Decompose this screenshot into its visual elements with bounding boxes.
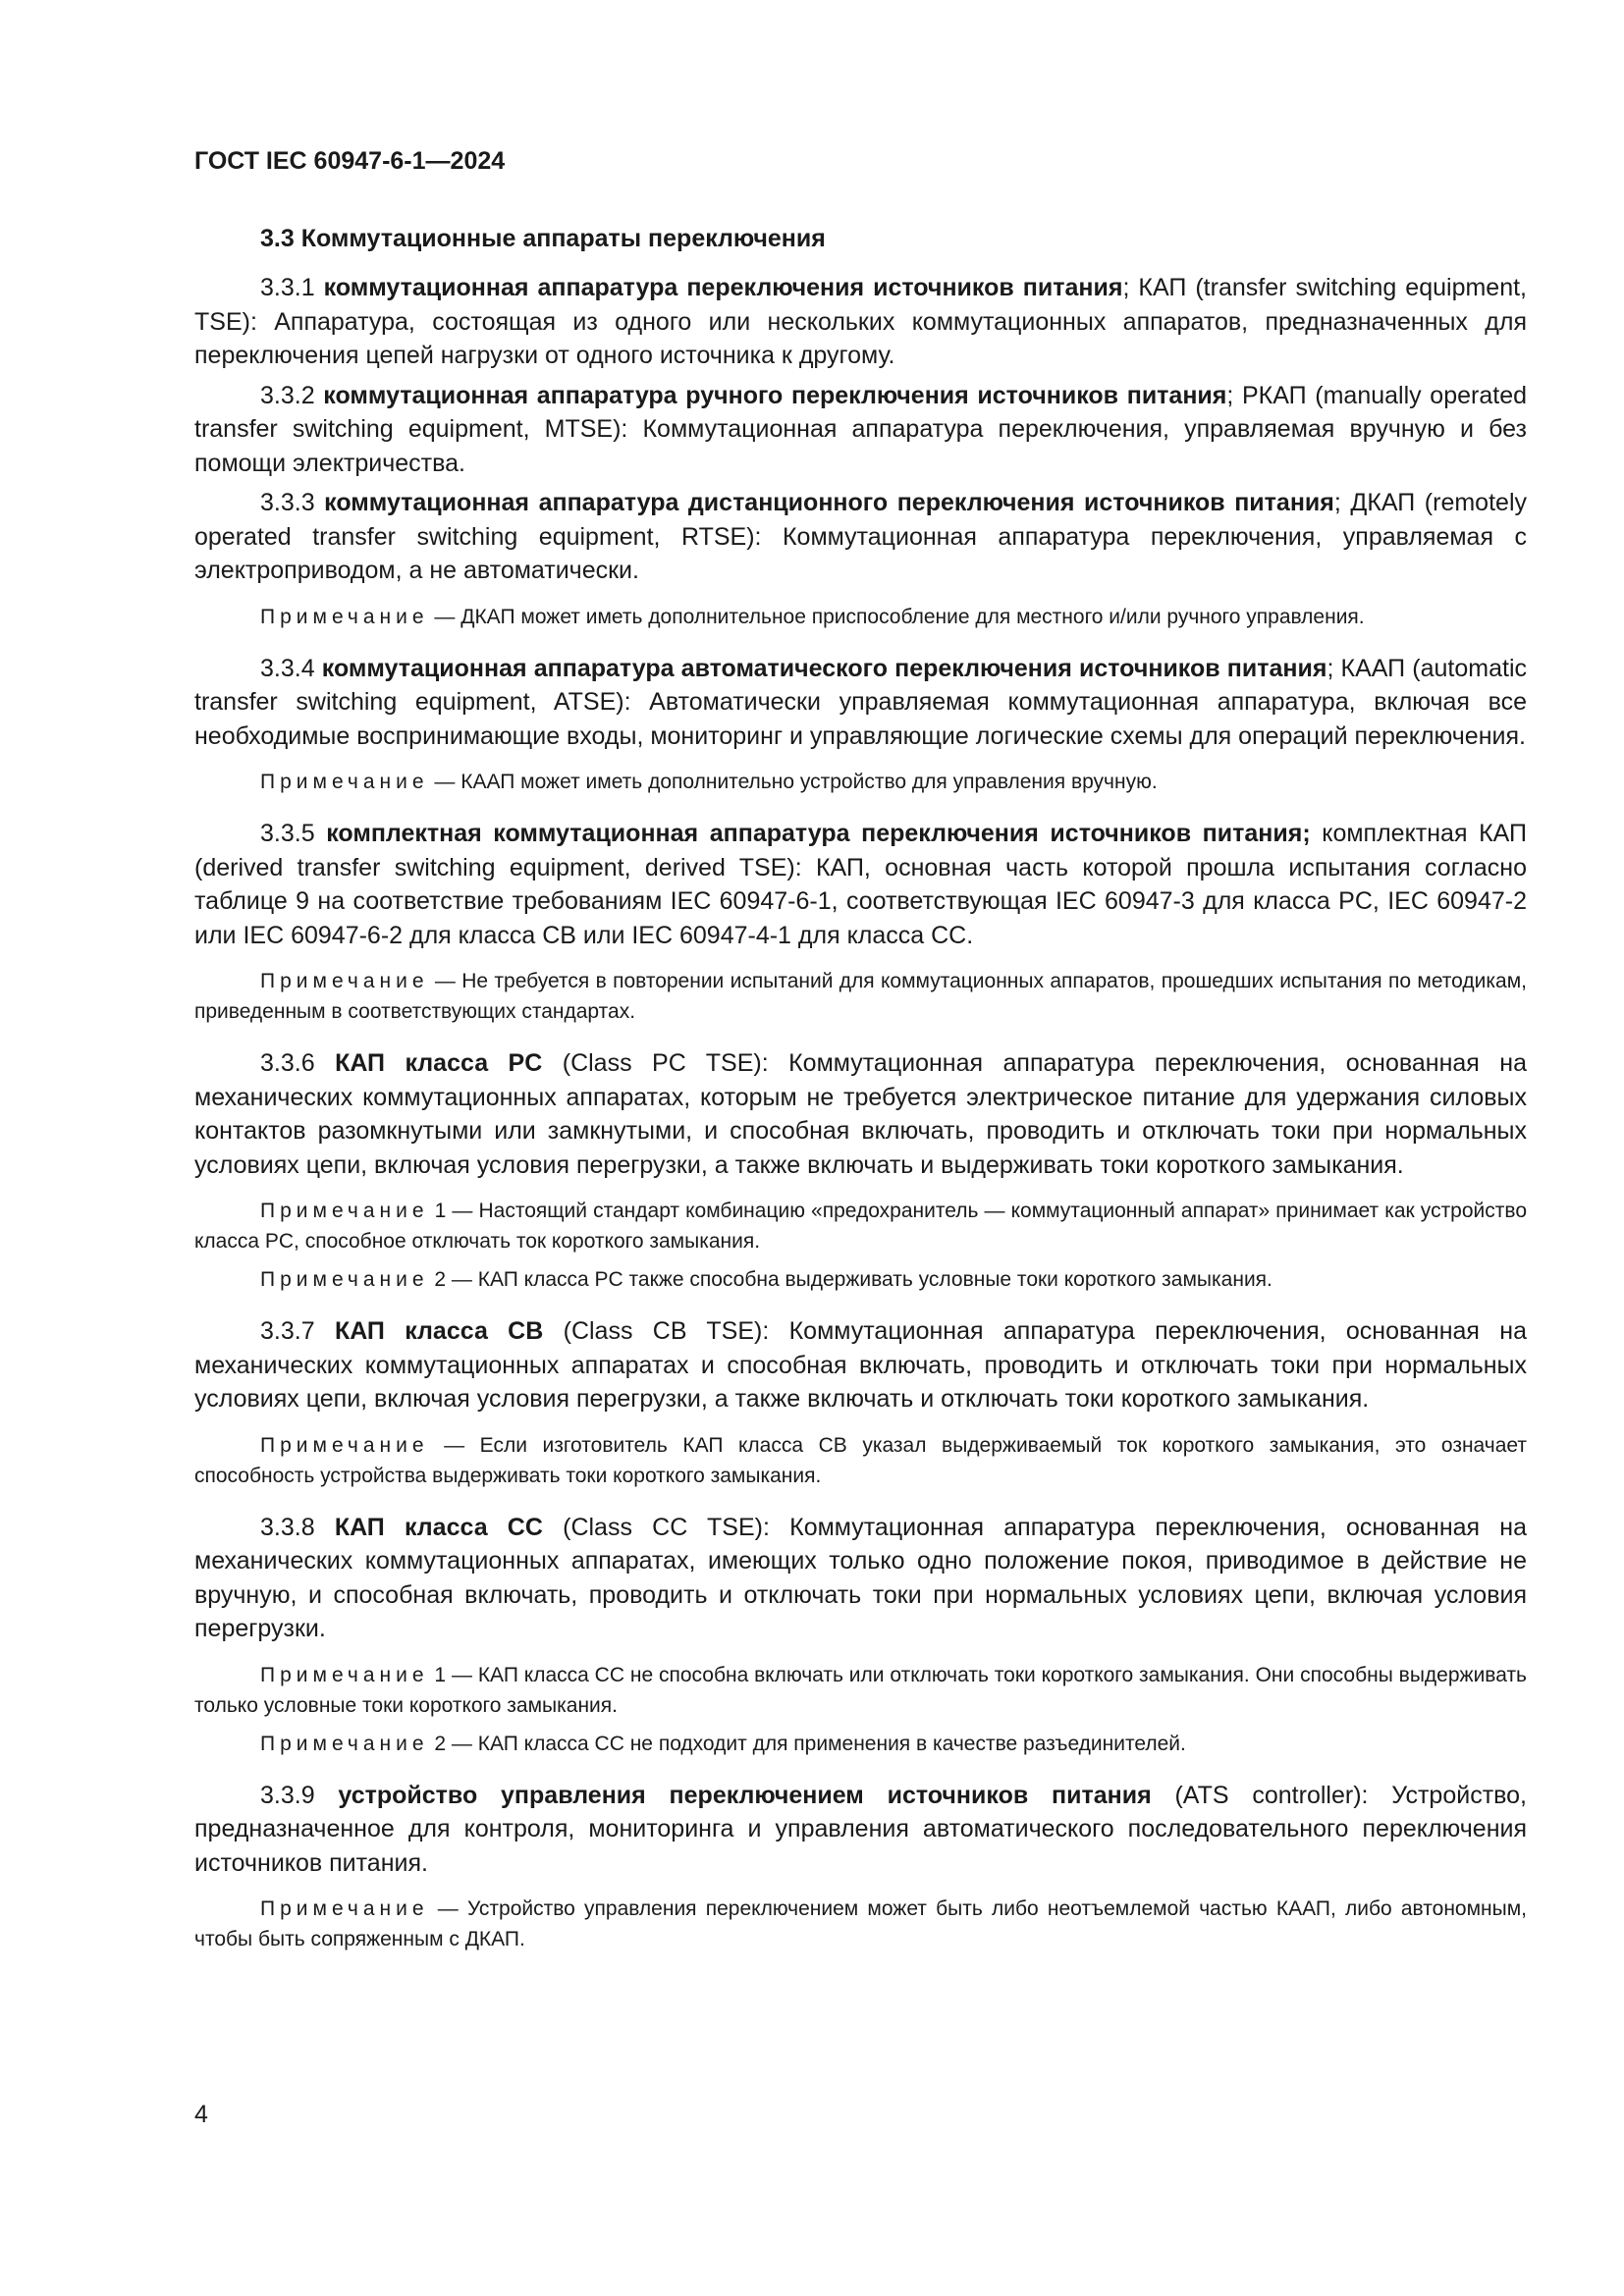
document-page [194, 147, 1527, 1974]
note: Примечание — Устройство управления переключением может быть либо неотъемлемой частью КААП, либо автономным, чтобы быть сопряженным с ДКАП. [194, 1897, 1527, 1950]
note: Примечание 2 — КАП класса СС не подходит для применения в качестве разъединителей. [260, 1732, 1186, 1755]
term-3-3-5: 3.3.5 комплектная коммутационная аппаратура переключения источников питания; комплектная КАП (derived transfer switching equipment, derived TSE): КАП, основная часть которой прошла испытания согласно таблице 9 на соответствие требованиям IEC 60947-6-1, соответствующая IEC 60947-3 для класса PC, IEC 60947-2 или IEC 60947-6-2 для класса CB или IEC 60947-4-1 для класса СС. [194, 820, 1527, 949]
term-3-3-2: 3.3.2 коммутационная аппаратура ручного переключения источников питания; РКАП (manually operated transfer switching equipment, MTSE): Коммутационная аппаратура переключения, управляемая вручную и без помощи электричества. [194, 381, 1527, 477]
term-3-3-3: 3.3.3 коммутационная аппаратура дистанционного переключения источников питания; ДКАП (remotely operated transfer switching equipment, RTSE): Коммутационная аппаратура переключения, управляемая с электроприводом, а не автоматически. [194, 489, 1527, 584]
note: Примечание — Если изготовитель КАП класса CB указал выдерживаемый ток короткого замыкания, это означает способность устройства выдерживать токи короткого замыкания. [194, 1433, 1527, 1487]
note: Примечание — Не требуется в повторении испытаний для коммутационных аппаратов, прошедших испытания по методикам, приведенным в соответствующих стандартах. [194, 970, 1527, 1023]
note: Примечание — КААП может иметь дополнительно устройство для управления вручную. [260, 771, 1158, 793]
note: Примечание — ДКАП может иметь дополнительное приспособление для местного и/или ручного управления. [260, 605, 1365, 628]
section-title: 3.3 Коммутационные аппараты переключения [260, 225, 826, 252]
note: Примечание 1 — КАП класса СС не способна включать или отключать токи короткого замыкания. Они способны выдерживать только условные токи короткого замыкания. [194, 1663, 1527, 1717]
term-3-3-1: 3.3.1 коммутационная аппаратура переключения источников питания; КАП (transfer switching equipment, TSE): Аппаратура, состоящая из одного или нескольких коммутационных аппаратов, предназначенных для переключения цепей нагрузки от одного источника к другому. [194, 274, 1527, 369]
note: Примечание 2 — КАП класса PC также способна выдерживать условные токи короткого замыкания. [260, 1268, 1272, 1291]
term-3-3-9: 3.3.9 устройство управления переключением источников питания (ATS controller): Устройство, предназначенное для контроля, мониторинга и управления автоматического последовательного переключения источников питания. [194, 1781, 1527, 1877]
term-3-3-6: 3.3.6 КАП класса PC (Class PC TSE): Коммутационная аппаратура переключения, основанная на механических коммутационных аппаратах, которым не требуется электрическое питание для удержания силовых контактов разомкнутыми или замкнутыми, и способная включать, проводить и отключать токи при нормальных условиях цепи, включая условия перегрузки, а также включать и выдерживать токи короткого замыкания. [194, 1049, 1527, 1179]
term-3-3-8: 3.3.8 КАП класса СС (Class CC TSE): Коммутационная аппаратура переключения, основанная на механических коммутационных аппаратах, имеющих только одно положение покоя, приводимое в действие не вручную, и способная включать, проводить и отключать токи при нормальных условиях цепи, включая условия перегрузки. [194, 1513, 1527, 1642]
term-3-3-4: 3.3.4 коммутационная аппаратура автоматического переключения источников питания; КААП (automatic transfer switching equipment, ATSE): Автоматически управляемая коммутационная аппаратура, включая все необходимые воспринимающие входы, мониторинг и управляющие логические схемы для операций переключения. [194, 654, 1527, 750]
page-number: 4 [194, 2101, 208, 2128]
term-3-3-7: 3.3.7 КАП класса CB (Class CB TSE): Коммутационная аппаратура переключения, основанная на механических коммутационных аппаратах и способная включать, проводить и отключать токи при нормальных условиях цепи, включая условия перегрузки, а также включать и отключать токи короткого замыкания. [194, 1317, 1527, 1413]
document-title: ГОСТ IEC 60947-6-1—2024 [194, 147, 506, 175]
note: Примечание 1 — Настоящий стандарт комбинацию «предохранитель — коммутационный аппарат» принимает как устройство класса PC, способное отключать ток короткого замыкания. [194, 1200, 1527, 1253]
